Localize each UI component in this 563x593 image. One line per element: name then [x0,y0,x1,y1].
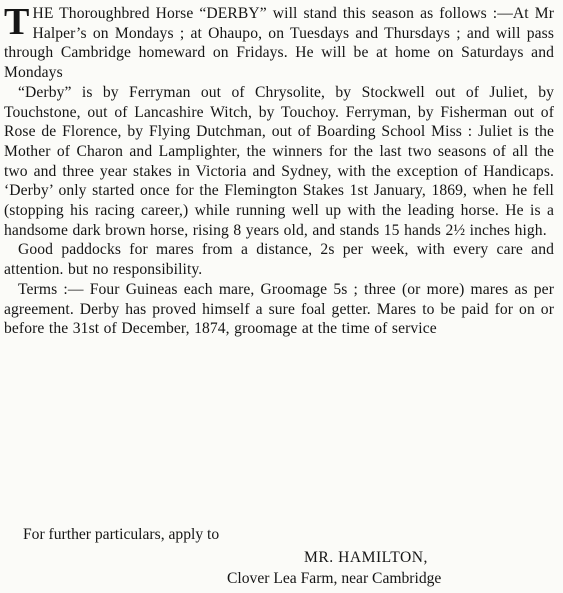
opening-paragraph [4,1,554,83]
signer-name: MR. HAMILTON, [304,549,428,566]
advertisement-body [4,1,554,339]
signer-address: Clover Lea Farm, near Cambridge [227,570,442,587]
terms-paragraph: Terms :— Four Guineas each mare, Groomage 5s ; three (or more) mares as per agreement. Derby has proved himself a sure foal getter. Mares to be paid for on or before the 31st of December, 1874, groomage at the time of service [4,280,554,338]
paddocks-paragraph: Good paddocks for mares from a distance, 2s per week, with every care and attention. but no responsibility. [4,241,554,279]
opening-text: HE Thoroughbred Horse “DERBY” will stand this season as follows :—At Mr Halper’s on Mondays ; at Ohaupo, on Tuesdays and Thursdays ; and will pass through Cambridge homeward on Fridays. He will be at home on Saturdays and Mondays [4,5,554,82]
pedigree-paragraph: “Derby” is by Ferryman out of Chrysolite, by Stockwell out of Juliet, by Touchstone, out of Lancashire Witch, by Touchoy. Ferryman, by Fisherman out of Rose de Florence, by Flying Dutchman, out of Boarding School Miss : Juliet is the Mother of Charon and Lamplighter, the winners for the last two seasons of all the two and three year stakes in Victoria and Sydney, with the exception of Handicaps. ‘Derby’ only started once for the Flemington Stakes 1st January, 1869, when he fell (stopping his racing career,) while running well up with the leading horse. He is a handsome dark brown horse, rising 8 years old, and stands 15 hands 2½ inches high. [4,83,554,239]
further-particulars-line: For further particulars, apply to [23,526,220,543]
drop-cap-letter: T [4,1,30,43]
